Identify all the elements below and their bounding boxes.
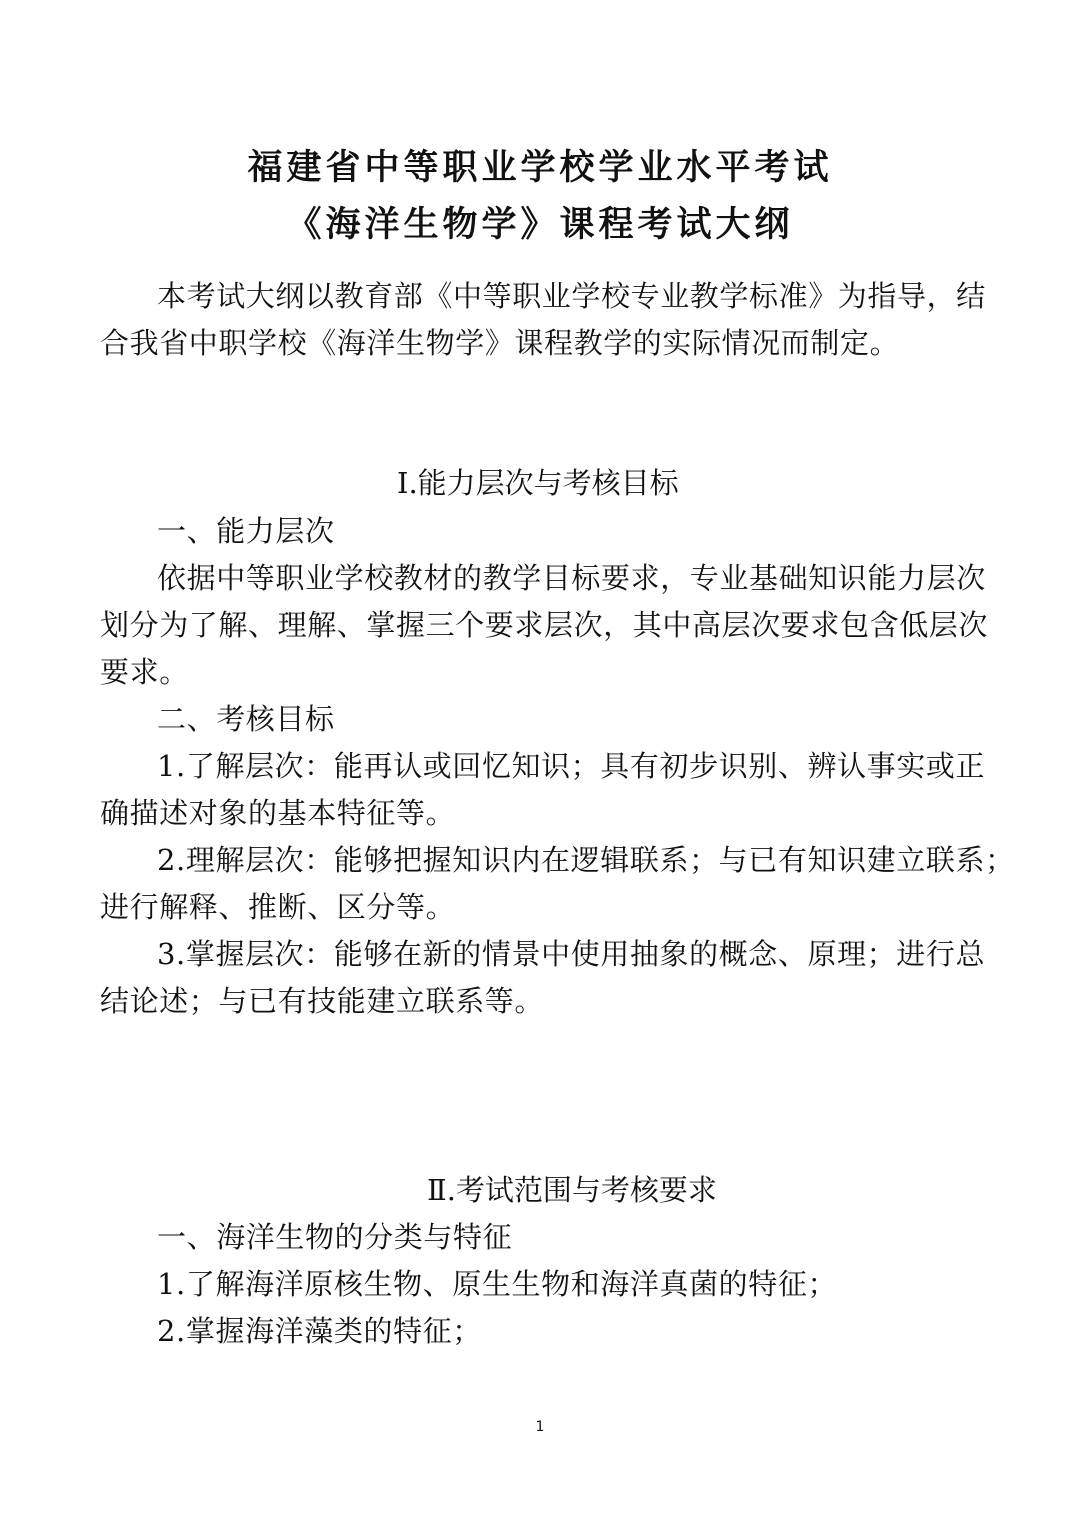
section-1-sub-1-para-line-1: 依据中等职业学校教材的教学目标要求，专业基础知识能力层次 (157, 561, 986, 595)
section-2-sub-1-heading: 一、海洋生物的分类与特征 (157, 1220, 513, 1254)
section-1-sub-2-heading: 二、考核目标 (157, 702, 335, 736)
section-1-sub-2-item-3-line-1: 3.掌握层次：能够在新的情景中使用抽象的概念、原理；进行总 (157, 937, 986, 971)
section-2-sub-1-item-2: 2.掌握海洋藻类的特征； (157, 1314, 482, 1348)
document-title-line-1: 福建省中等职业学校学业水平考试 (247, 148, 833, 188)
section-1-sub-2-item-2-line-2: 进行解释、推断、区分等。 (100, 890, 456, 924)
section-1-sub-2-item-1-line-2: 确描述对象的基本特征等。 (100, 796, 456, 830)
section-1-sub-2-item-2-line-1: 2.理解层次：能够把握知识内在逻辑联系；与已有知识建立联系； (157, 843, 1015, 877)
section-2-sub-1-item-1: 1.了解海洋原核生物、原生生物和海洋真菌的特征； (157, 1267, 838, 1301)
section-2-heading: Ⅱ.考试范围与考核要求 (427, 1173, 717, 1207)
document-title-line-2: 《海洋生物学》课程考试大纲 (286, 205, 794, 245)
intro-line-1: 本考试大纲以教育部《中等职业学校专业教学标准》为指导，结 (157, 279, 986, 313)
page-number: 1 (535, 1419, 545, 1435)
section-1-heading: Ⅰ.能力层次与考核目标 (397, 466, 679, 500)
section-1-sub-2-item-1-line-1: 1.了解层次：能再认或回忆知识；具有初步识别、辨认事实或正 (157, 749, 986, 783)
section-1-sub-1-para-line-3: 要求。 (100, 655, 189, 689)
section-1-sub-1-para-line-2: 划分为了解、理解、掌握三个要求层次，其中高层次要求包含低层次 (100, 608, 989, 642)
section-1-sub-2-item-3-line-2: 结论述；与已有技能建立联系等。 (100, 984, 545, 1018)
section-1-sub-1-heading: 一、能力层次 (157, 514, 335, 548)
intro-line-2: 合我省中职学校《海洋生物学》课程教学的实际情况而制定。 (100, 326, 900, 360)
